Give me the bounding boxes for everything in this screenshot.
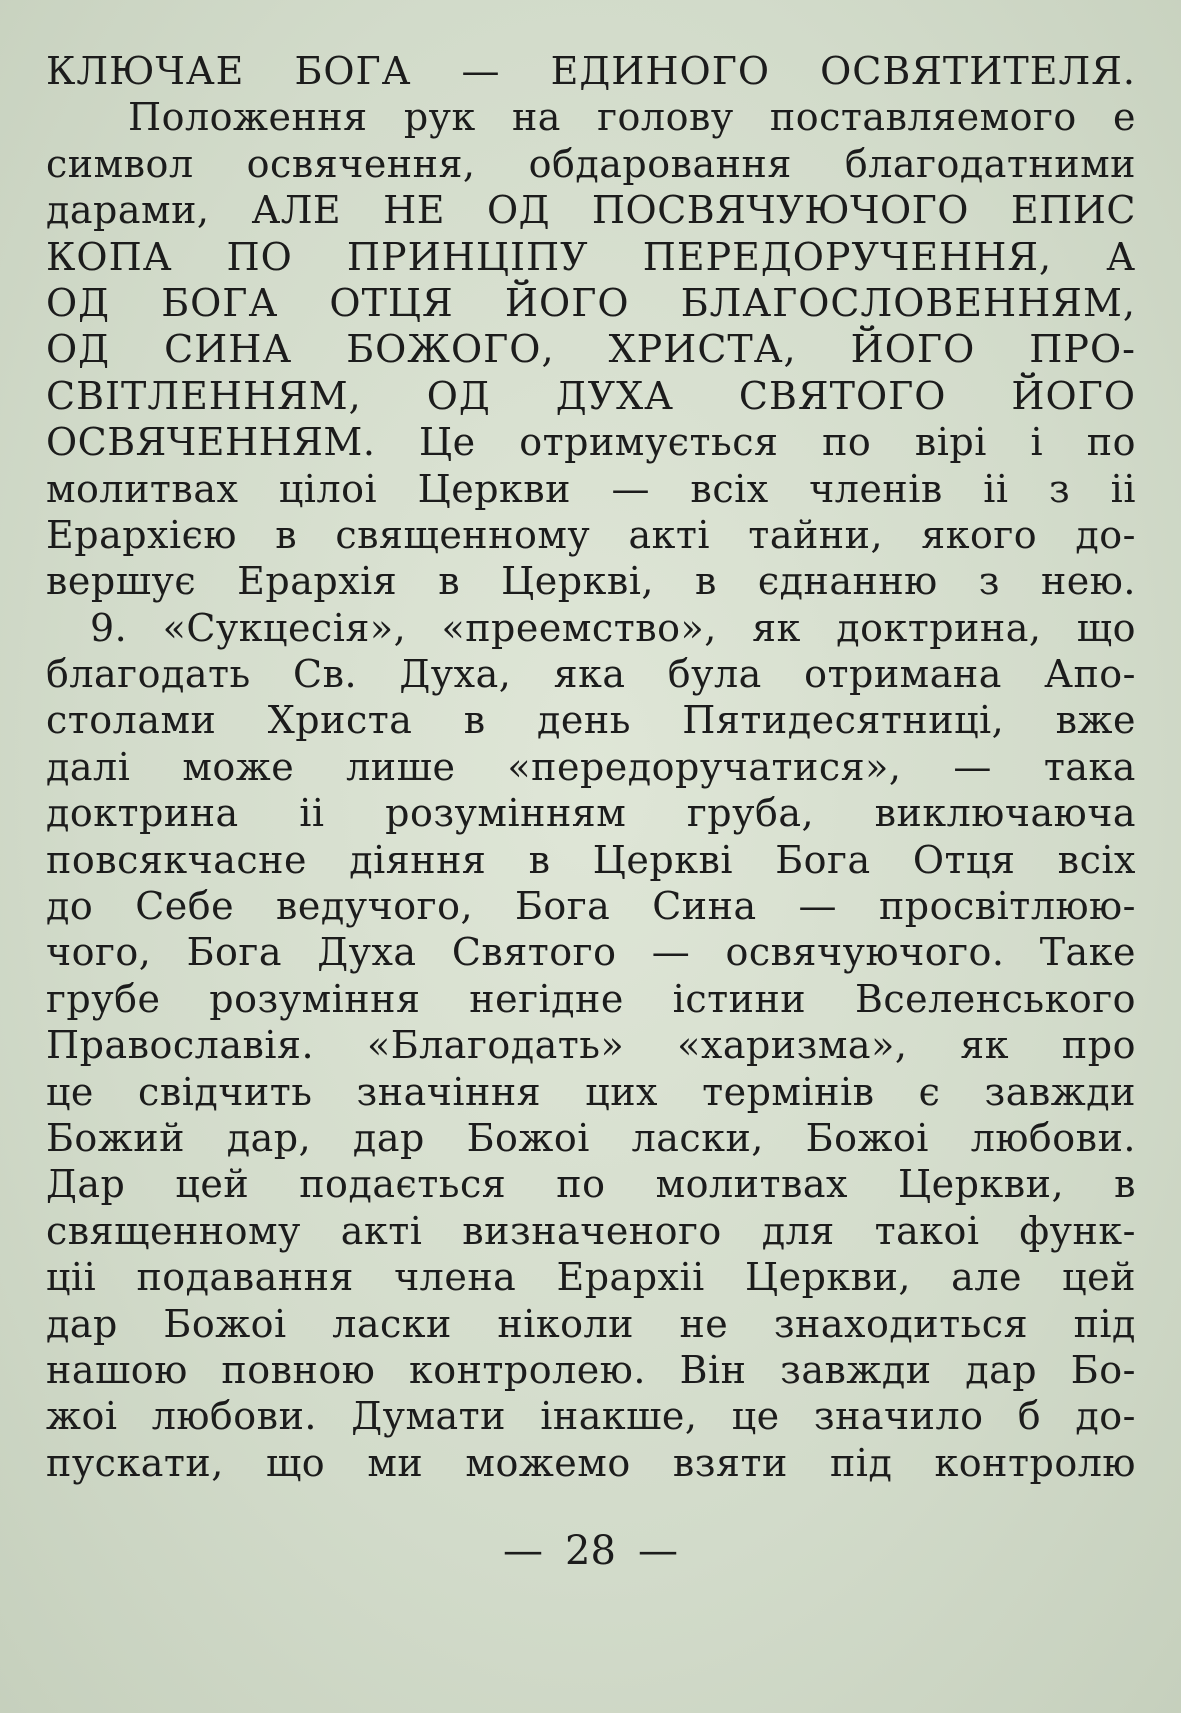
word: з (978, 559, 1000, 604)
word: Христа (267, 698, 413, 743)
word: Божоі (805, 1115, 929, 1160)
word: до- (1075, 1394, 1136, 1439)
word: дар, (226, 1115, 312, 1160)
word: символ (46, 141, 194, 186)
word: для (761, 1208, 835, 1253)
word: ОД (46, 327, 111, 372)
word: отримана (804, 652, 1002, 697)
word: СВЯТОГО (738, 373, 947, 418)
word: — (461, 49, 501, 93)
word: нею. (1040, 559, 1136, 604)
word: не (679, 1301, 729, 1346)
word: ДУХА (555, 373, 674, 418)
word: цих (585, 1069, 658, 1114)
word: як (752, 605, 801, 650)
page-number: 28 (565, 1528, 616, 1574)
word: інакше, (540, 1394, 698, 1439)
word: ми (367, 1440, 424, 1485)
word: СИНА (164, 327, 293, 372)
word: АЛЕ (251, 188, 342, 233)
word: до (46, 884, 94, 929)
word: Православія. (46, 1023, 315, 1068)
word: вже (1055, 698, 1136, 743)
word: акті (628, 512, 711, 557)
word: розумінням (385, 791, 627, 836)
word: Ерархією (46, 512, 237, 557)
text-line (46, 976, 1136, 1022)
word: чого, (46, 930, 152, 975)
word: Святого (451, 930, 617, 975)
word: ведучого, (276, 884, 474, 929)
word: Ерархія (237, 559, 398, 604)
word: Пятидесятниці, (682, 698, 1005, 743)
word: просвітлюю- (878, 884, 1136, 929)
word: Він (679, 1347, 747, 1392)
word: Бога (775, 837, 871, 882)
word: Себе (135, 884, 235, 929)
word: вірі (914, 420, 987, 465)
word: визначеного (462, 1208, 722, 1253)
word: ЙОГО (504, 280, 630, 325)
word: любови. (151, 1394, 317, 1439)
word: доктрина, (836, 605, 1042, 650)
word: ОД (486, 188, 550, 233)
word: Церкві, (501, 559, 654, 604)
text-line (46, 790, 1136, 836)
word: може (182, 744, 295, 789)
word: але (951, 1255, 1022, 1300)
word: Думати (351, 1394, 507, 1439)
word: грубе (46, 976, 161, 1021)
text-line (46, 512, 1136, 558)
word: істини (672, 976, 807, 1021)
word: знаходиться (773, 1301, 1029, 1346)
word: тайни, (748, 512, 884, 557)
word: ОТЦЯ (329, 280, 454, 325)
word: іі (299, 791, 325, 836)
word: Церкви (417, 466, 572, 511)
word: і (1030, 420, 1044, 465)
word: А (1106, 234, 1136, 279)
word: ПРИНЦІПУ (346, 234, 589, 279)
word: це (46, 1069, 94, 1114)
word: ніколи (497, 1301, 634, 1346)
word: благодать (46, 652, 251, 697)
word: контролю (934, 1440, 1136, 1485)
word: е (1113, 95, 1136, 140)
word: ціі (46, 1255, 97, 1300)
page-number-dash-left: — (503, 1528, 544, 1574)
text-line (46, 1069, 1136, 1115)
word: ОСВЯЧЕННЯМ. (46, 420, 376, 465)
text-line (46, 558, 1136, 604)
word: дар (965, 1347, 1038, 1392)
word: лише (346, 744, 456, 789)
text-line (46, 1208, 1136, 1254)
word: груба, (686, 791, 815, 836)
word: БОЖОГО, (346, 327, 555, 372)
word: БЛАГОСЛОВЕННЯМ, (680, 280, 1136, 325)
word: ласки, (631, 1115, 764, 1160)
text-line (46, 1254, 1136, 1300)
word: Бога (514, 884, 611, 929)
word: Св. (293, 652, 358, 697)
text-line (46, 234, 1136, 280)
text-line (46, 326, 1136, 372)
word: членів (809, 466, 943, 511)
word: Сина (652, 884, 757, 929)
text-line (46, 1347, 1136, 1393)
text-line (46, 929, 1136, 975)
word: Божоі (163, 1301, 287, 1346)
word: подається (299, 1162, 507, 1207)
word: «харизма», (677, 1023, 908, 1068)
word: ласки (332, 1301, 452, 1346)
word: обдаровання (528, 141, 792, 186)
word: є (918, 1069, 941, 1114)
word: всіх (690, 466, 769, 511)
text-line (46, 697, 1136, 743)
word: що (1076, 605, 1136, 650)
word: молитвах (46, 466, 239, 511)
word: по (556, 1162, 606, 1207)
word: значило (813, 1394, 984, 1439)
word: якого (921, 512, 1038, 557)
word: жоі (46, 1394, 118, 1439)
word: свідчить (138, 1069, 313, 1114)
word: контролею. (408, 1347, 646, 1392)
text-line (46, 837, 1136, 883)
word: КЛЮЧАЕ (46, 49, 245, 93)
word: цілоі (278, 466, 378, 511)
text-line (46, 141, 1136, 187)
text-line (46, 280, 1136, 326)
word: б (1017, 1394, 1042, 1439)
word: благодатними (844, 141, 1136, 186)
word: ПОСВЯЧУЮЧОГО (591, 188, 969, 233)
word: Таке (1039, 930, 1136, 975)
word: іі (1110, 466, 1136, 511)
word: до- (1075, 512, 1136, 557)
word: виключаюча (874, 791, 1136, 836)
word: «передоручатися», (507, 744, 902, 789)
word: в (438, 559, 461, 604)
word: 9. (90, 605, 128, 650)
word: ЙОГО (1011, 373, 1136, 418)
word: цей (175, 1162, 250, 1207)
word: Божий (46, 1115, 185, 1160)
word: завжди (984, 1069, 1136, 1114)
word: любови. (970, 1115, 1136, 1160)
word: подавання (136, 1255, 354, 1300)
word: Божоі (466, 1115, 590, 1160)
text-line (46, 1393, 1136, 1439)
word: голову (597, 95, 734, 140)
word: під (829, 1440, 893, 1485)
text-line (46, 94, 1136, 140)
word: можемо (465, 1440, 631, 1485)
word: Вселенського (854, 976, 1136, 1021)
word: взяти (672, 1440, 788, 1485)
word: — (651, 930, 691, 975)
word: освячення, (246, 141, 476, 186)
word: нашою (46, 1347, 188, 1392)
word: «преемство», (441, 605, 717, 650)
word: Церкви, (744, 1255, 911, 1300)
word: ПРО- (1029, 327, 1136, 372)
text-line (46, 48, 1136, 94)
text-line (46, 1301, 1136, 1347)
text-line (46, 419, 1136, 465)
word: як (960, 1023, 1010, 1068)
word: такоі (874, 1208, 980, 1253)
word: ПЕРЕДОРУЧЕННЯ, (642, 234, 1053, 279)
word: це (731, 1394, 780, 1439)
word: дар (352, 1115, 425, 1160)
text-line (46, 1161, 1136, 1207)
word: — (798, 884, 838, 929)
word: столами (46, 698, 217, 743)
word: СВІТЛЕННЯМ, (46, 373, 362, 418)
word: отримується (519, 420, 779, 465)
word: Ерархіі (556, 1255, 705, 1300)
word: в (1114, 1162, 1136, 1207)
text-line (46, 744, 1136, 790)
word: Це (419, 420, 476, 465)
word: «Сукцесія», (162, 605, 407, 650)
word: Апо- (1044, 652, 1136, 697)
text-line (46, 1022, 1136, 1068)
word: пускати, (46, 1440, 224, 1485)
word: НЕ (383, 188, 445, 233)
word: по (822, 420, 872, 465)
text-line (46, 605, 1136, 651)
word: цей (1062, 1255, 1136, 1300)
word: БОГА (161, 280, 279, 325)
word: єднанню (757, 559, 938, 604)
word: Бо- (1070, 1347, 1136, 1392)
text-line (46, 187, 1136, 233)
word: Положення (128, 95, 368, 140)
text-line (46, 651, 1136, 697)
word: в (694, 559, 717, 604)
word: дар (46, 1301, 118, 1346)
word: функ- (1019, 1208, 1136, 1253)
word: далі (46, 744, 131, 789)
word: всіх (1057, 837, 1136, 882)
word: Отця (912, 837, 1016, 882)
word: Дар (46, 1162, 126, 1207)
word: діяння (349, 837, 487, 882)
word: що (265, 1440, 326, 1485)
word: така (1043, 744, 1136, 789)
word: яка (553, 652, 626, 697)
word: дарами, (46, 188, 210, 233)
text-line (46, 373, 1136, 419)
word: Церкви, (898, 1162, 1065, 1207)
word: в (528, 837, 551, 882)
word: доктрина (46, 791, 239, 836)
word: з (1048, 466, 1071, 511)
word: термінів (702, 1069, 875, 1114)
word: про (1061, 1023, 1136, 1068)
word: ОД (426, 373, 491, 418)
word: БОГА (294, 49, 412, 93)
page-number-dash-right: — (637, 1528, 678, 1574)
word: день (537, 698, 631, 743)
text-line (46, 1440, 1136, 1486)
word: ЕПИС (1010, 188, 1136, 233)
word: була (667, 652, 762, 697)
word: іі (983, 466, 1009, 511)
word: священному (335, 512, 591, 557)
word: члена (394, 1255, 517, 1300)
page-body-text (46, 48, 1136, 1486)
word: негідне (469, 976, 624, 1021)
word: КОПА (46, 234, 173, 279)
word: на (511, 95, 561, 140)
word: — (953, 744, 992, 789)
word: Духа (317, 930, 417, 975)
page-number-footer (0, 1528, 1181, 1574)
word: розуміння (209, 976, 421, 1021)
text-line (46, 466, 1136, 512)
word: Духа, (399, 652, 512, 697)
word: значіння (356, 1069, 542, 1114)
word: по (1086, 420, 1136, 465)
word: акті (340, 1208, 423, 1253)
word: ОСВЯТИТЕЛЯ. (820, 49, 1136, 93)
word: в (463, 698, 486, 743)
word: ХРИСТА, (608, 327, 797, 372)
word: ПО (226, 234, 293, 279)
word: освячуючого. (725, 930, 1005, 975)
word: Церкві (592, 837, 733, 882)
word: молитвах (655, 1162, 848, 1207)
word: ОД (46, 280, 111, 325)
word: ЙОГО (850, 327, 976, 372)
word: «Благодать» (366, 1023, 625, 1068)
word: поставляемого (769, 95, 1077, 140)
text-line (46, 1115, 1136, 1161)
word: повною (221, 1347, 376, 1392)
word: вершує (46, 559, 197, 604)
word: священному (46, 1208, 301, 1253)
text-line (46, 883, 1136, 929)
word: завжди (780, 1347, 932, 1392)
word: Бога (186, 930, 282, 975)
word: під (1073, 1301, 1136, 1346)
word: ЕДИНОГО (550, 49, 771, 93)
word: в (275, 512, 298, 557)
word: рук (403, 95, 476, 140)
word: повсякчасне (46, 837, 307, 882)
word: — (611, 466, 650, 511)
